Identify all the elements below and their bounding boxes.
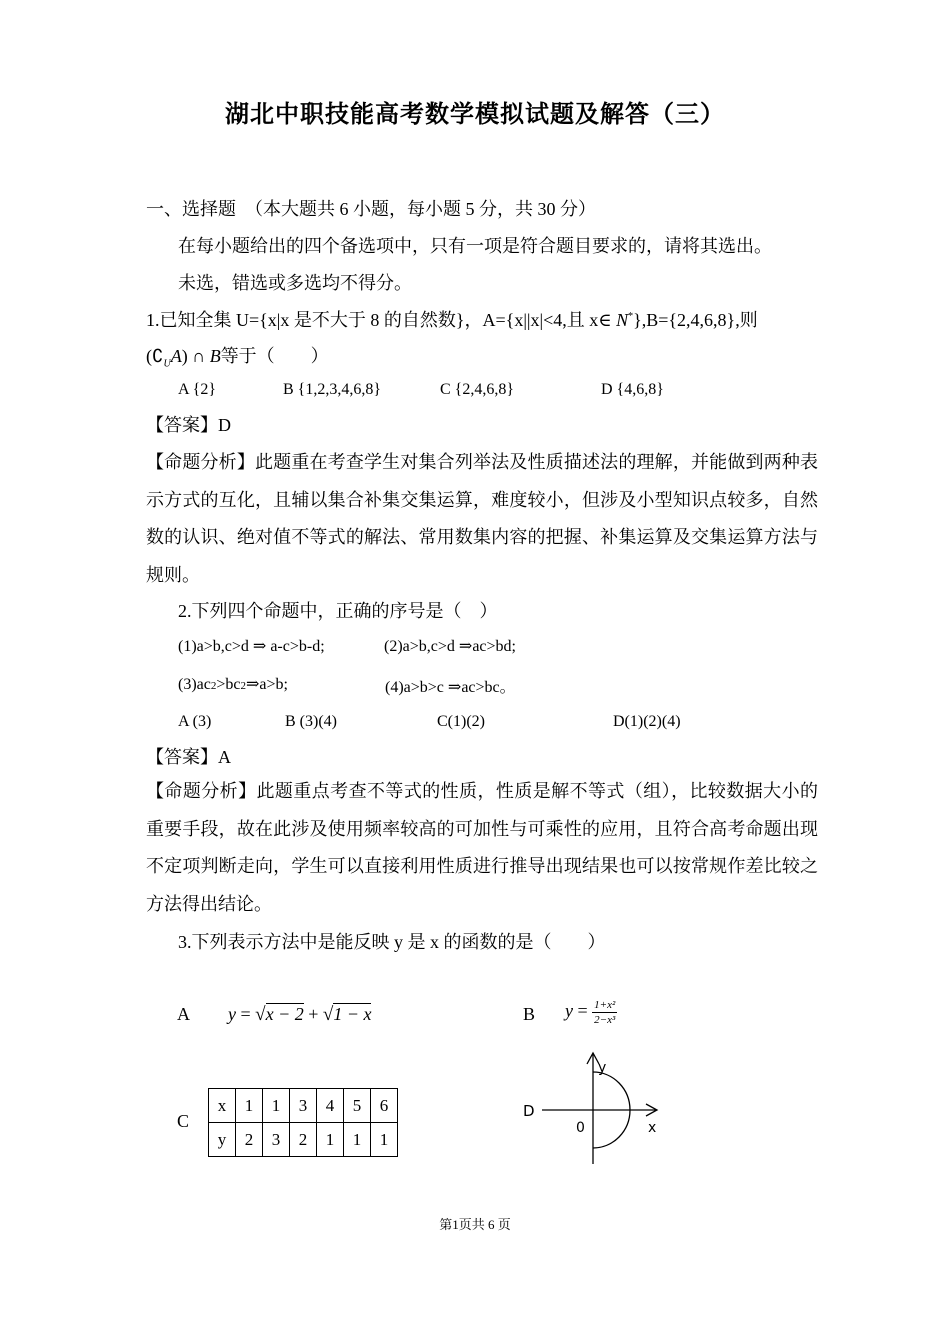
q1-option-d: D {4,6,8}: [601, 381, 664, 398]
q2-p3-text2: >bc: [216, 676, 241, 693]
q3-option-b-formula: [565, 998, 617, 1027]
q1-intersection: ) ∩: [181, 346, 210, 366]
q2-option-a: A (3): [178, 713, 212, 730]
q2-option-c: C(1)(2): [437, 713, 485, 730]
table-cell: 2: [290, 1123, 317, 1157]
sqrt-icon: √: [322, 1004, 334, 1025]
table-cell: 1: [236, 1089, 263, 1123]
table-cell: 1: [263, 1089, 290, 1123]
graph-origin-label: 0: [576, 1120, 585, 1136]
table-row: [209, 1089, 398, 1123]
section-instruction-1: 在每小题给出的四个备选项中，只有一项是符合题目要求的，请将其选出。: [178, 236, 772, 256]
q3-stem: 3.下列表示方法中是能反映 y 是 x 的函数的是（ ）: [178, 932, 606, 952]
table-cell: 3: [290, 1089, 317, 1123]
q1-complement-symbol: (∁: [146, 346, 164, 366]
q2-p3-exp2: 2: [240, 680, 246, 692]
q3-graph: [540, 1050, 670, 1168]
page-title: 湖北中职技能高考数学模拟试题及解答（三）: [225, 100, 725, 128]
q1-option-c: C {2,4,6,8}: [440, 381, 515, 398]
q1-universal-subscript: U: [163, 358, 171, 370]
q3-a-radicand-1: x − 2: [265, 1004, 304, 1024]
q1-stem-text-end: },B={2,4,6,8},则: [633, 310, 758, 330]
q3-a-radicand-2: 1 − x: [333, 1004, 372, 1024]
q3-b-fraction: [592, 998, 617, 1027]
q1-stem-line1: [146, 306, 758, 332]
q1-option-b: B {1,2,3,4,6,8}: [283, 381, 382, 398]
q3-b-eq: =: [573, 1000, 593, 1021]
q2-answer: 【答案】A: [146, 747, 231, 767]
q3-b-denominator: 2−x³: [594, 1014, 616, 1026]
table-cell: 2: [236, 1123, 263, 1157]
table-row: [209, 1123, 398, 1157]
q1-equals-text: 等于（ ）: [220, 346, 329, 366]
q1-answer: 【答案】D: [146, 415, 231, 435]
q1-stem-line2: [146, 342, 329, 370]
q2-proposition-4: (4)a>b>c ⇒ac>bc。: [385, 679, 516, 696]
table-cell: 1: [344, 1123, 371, 1157]
q2-proposition-1: (1)a>b,c>d ⇒ a-c>b-d;: [178, 638, 325, 655]
q1-star: *: [628, 311, 634, 322]
q3-a-y: y: [228, 1004, 236, 1024]
q3-value-table: [208, 1088, 398, 1157]
table-cell: 5: [344, 1089, 371, 1123]
table-cell: 1: [317, 1123, 344, 1157]
table-cell: 6: [371, 1089, 398, 1123]
graph-x-label: x: [648, 1120, 657, 1136]
table-cell: 4: [317, 1089, 344, 1123]
q1-natural-set-symbol: N: [616, 310, 629, 330]
q1-set-b: B: [209, 346, 221, 366]
q3-b-y: y: [565, 1000, 573, 1021]
section-instruction-2: 未选，错选或多选均不得分。: [178, 273, 412, 293]
q3-a-eq: =: [236, 1004, 256, 1024]
q2-proposition-3: [178, 674, 288, 694]
q3-option-a-formula: [228, 1004, 371, 1026]
q1-analysis: 【命题分析】此题重在考查学生对集合列举法及性质描述法的理解，并能做到两种表示方式的互化，且辅以集合补集交集运算，难度较小，但涉及小型知识点较多，自然数的认识、绝对值不等式的解法、常用数集内容的把握、补集运算及交集运算方法与规则。: [146, 452, 818, 585]
table-cell: 1: [371, 1123, 398, 1157]
q2-option-b: B (3)(4): [285, 713, 337, 730]
q3-option-d-label: D: [523, 1102, 535, 1120]
q2-option-d: D(1)(2)(4): [613, 713, 681, 730]
q3-option-a-label: A: [177, 1004, 190, 1024]
q3-option-c-label: C: [177, 1111, 190, 1131]
graph-y-label: y: [598, 1060, 607, 1076]
q2-proposition-2: (2)a>b,c>d ⇒ac>bd;: [384, 638, 516, 655]
q3-a-plus: +: [303, 1004, 323, 1024]
q2-p3-text: (3)ac: [178, 676, 211, 693]
page-footer: 第1页共 6 页: [439, 1217, 511, 1232]
sqrt-icon: √: [255, 1004, 266, 1025]
q3-b-numerator: 1+x²: [594, 999, 616, 1011]
q2-p3-text3: ⇒a>b;: [245, 676, 288, 693]
q2-p3-exp1: 2: [210, 680, 217, 692]
table-cell: y: [209, 1123, 236, 1157]
q1-set-a: A: [170, 346, 182, 366]
q1-stem-text: 1.已知全集 U={x|x 是不大于 8 的自然数}，A={x||x|<4,且 x∈: [146, 310, 617, 330]
q1-option-a: A {2}: [178, 381, 217, 398]
q2-stem: 2.下列四个命题中，正确的序号是（ ）: [178, 601, 498, 621]
section-heading: 一、选择题 （本大题共 6 小题，每小题 5 分，共 30 分）: [146, 199, 596, 219]
q3-option-b-label: B: [523, 1004, 536, 1024]
q2-analysis: 【命题分析】此题重点考查不等式的性质，性质是解不等式（组），比较数据大小的重要手段，故在此涉及使用频率较高的可加性与可乘性的应用，且符合高考命题出现不定项判断走向，学生可以直接利用性质进行推导出现结果也可以按常规作差比较之方法得出结论。: [146, 781, 818, 914]
table-cell: x: [209, 1089, 236, 1123]
table-cell: 3: [263, 1123, 290, 1157]
